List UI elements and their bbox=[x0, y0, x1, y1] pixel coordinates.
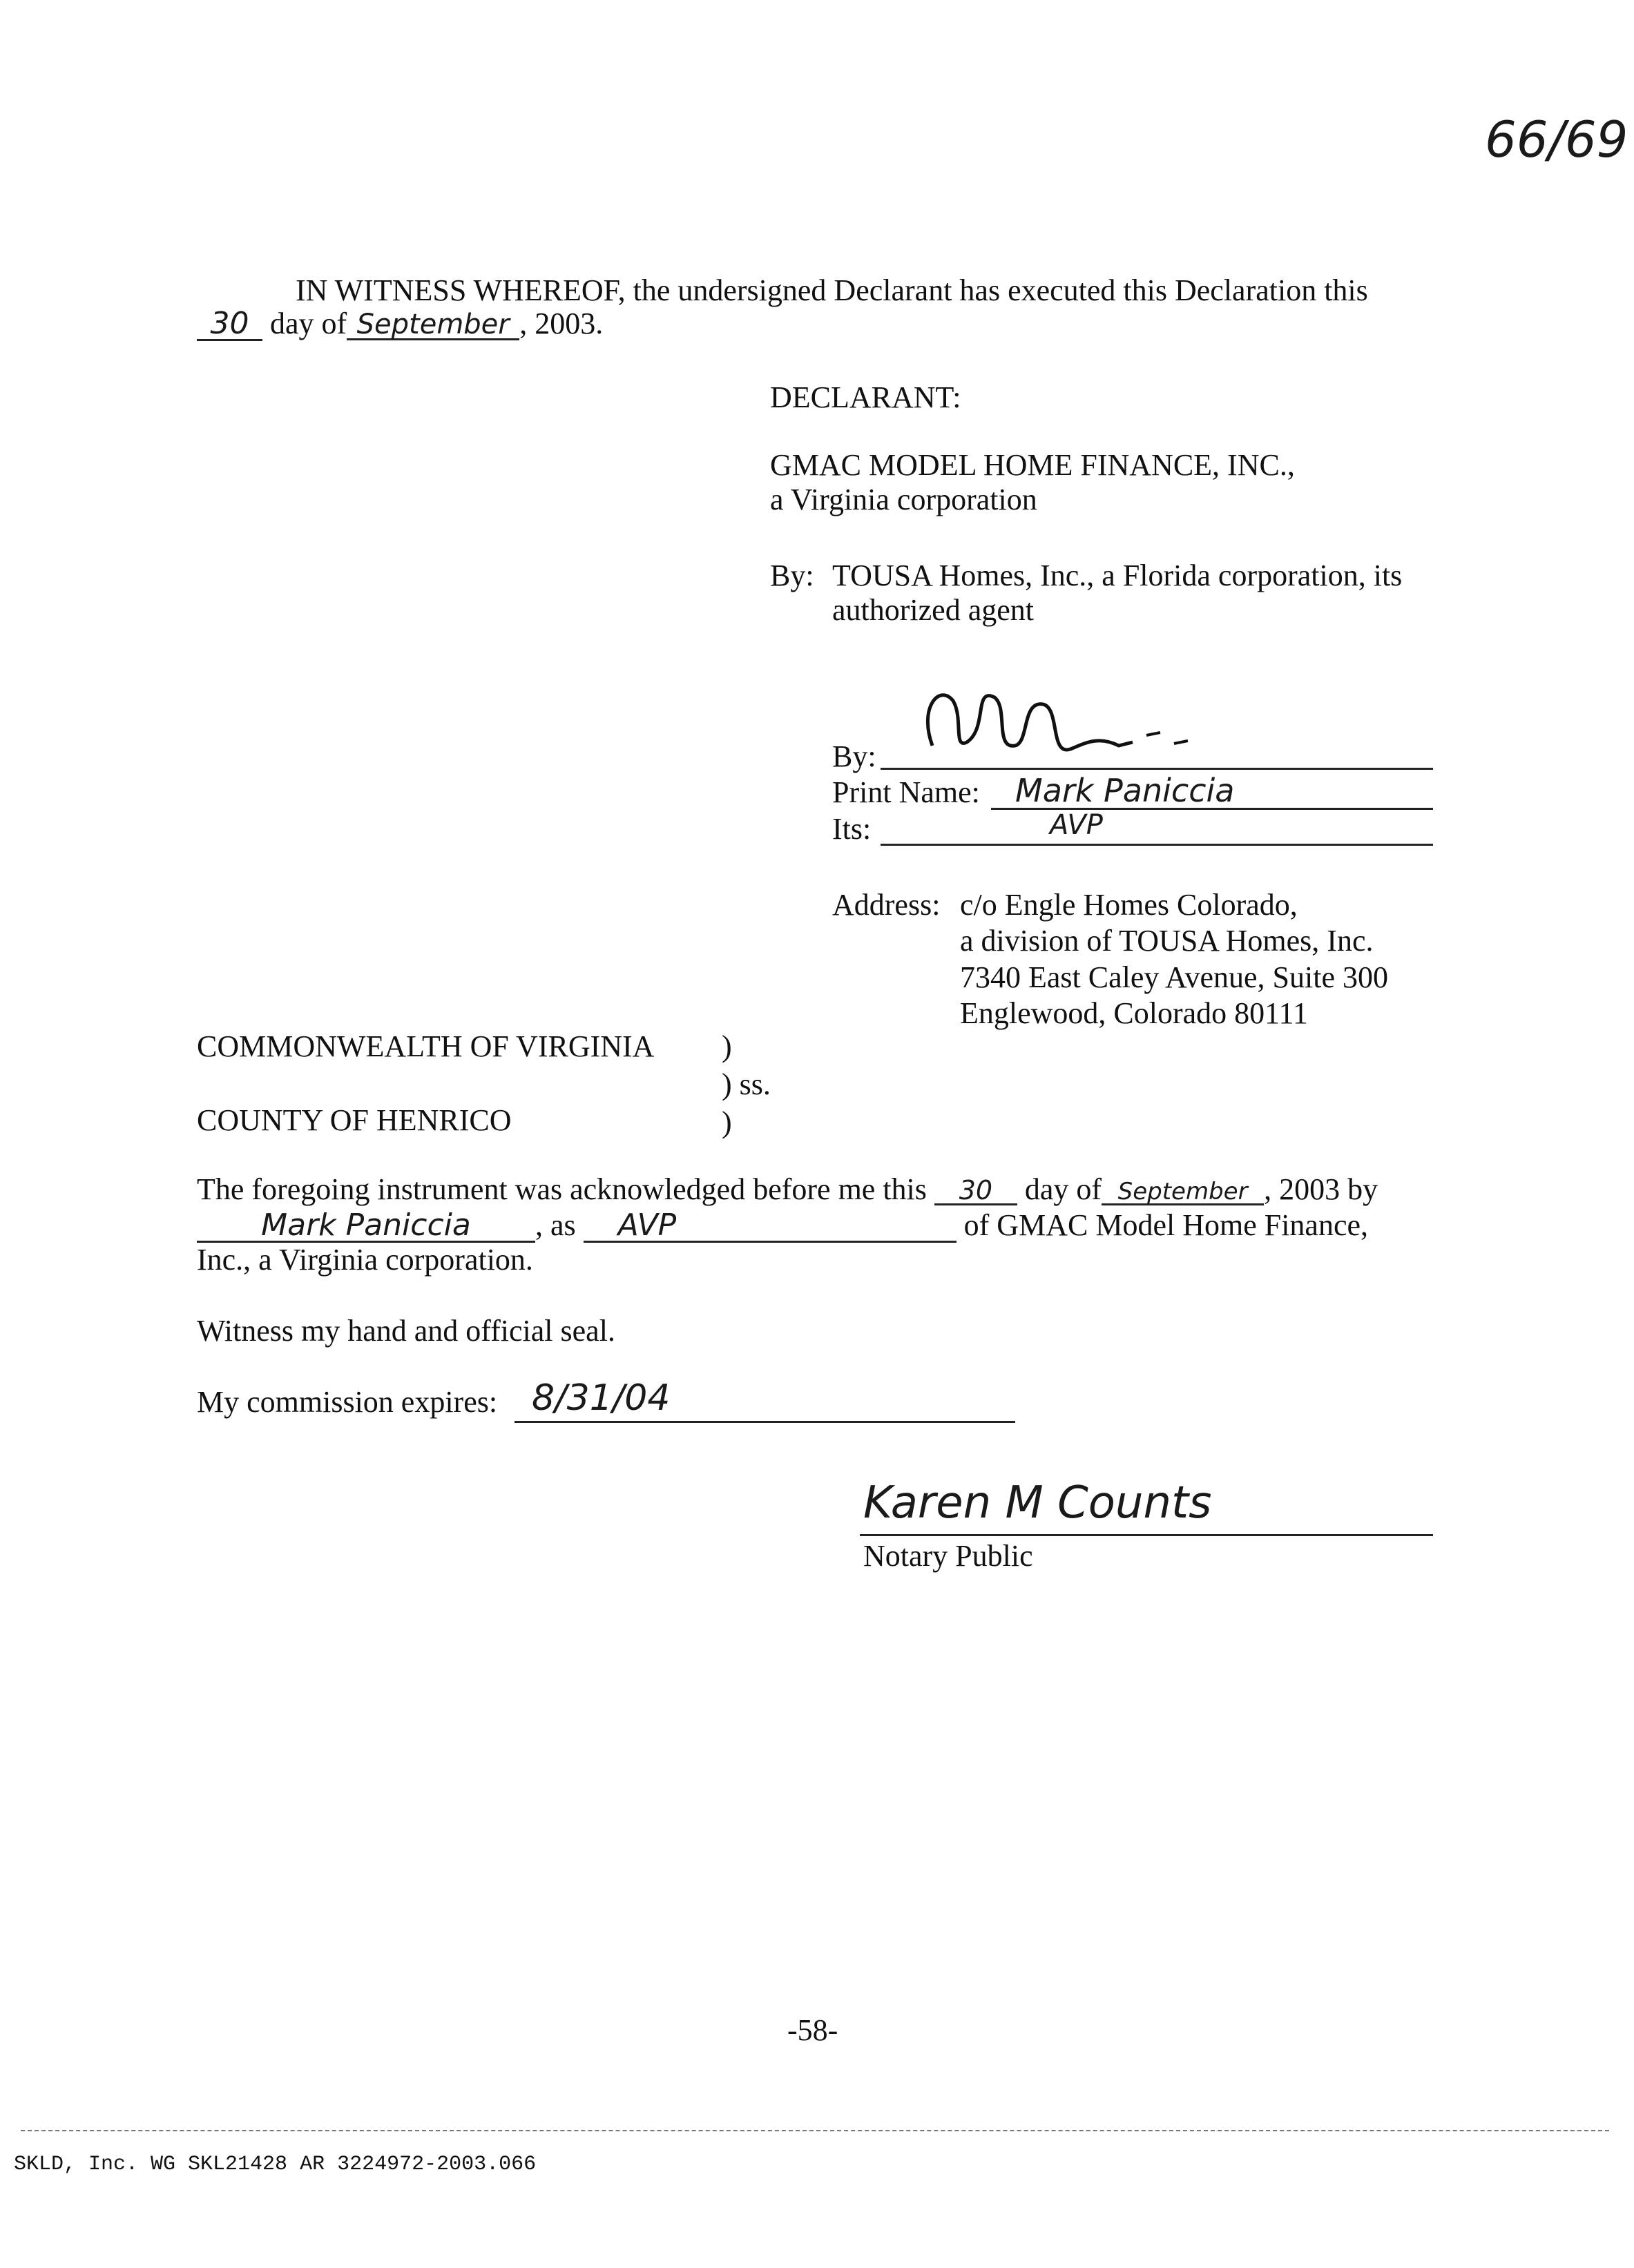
witness-text-2: day of bbox=[270, 307, 347, 340]
ack-as-label: , as bbox=[535, 1208, 576, 1242]
declarant-company-desc: a Virginia corporation bbox=[770, 483, 1037, 516]
scan-divider bbox=[21, 2130, 1609, 2131]
witness-text-1: IN WITNESS WHEREOF, the undersigned Declarant has executed this Declaration this bbox=[296, 273, 1368, 307]
venue-county: COUNTY OF HENRICO bbox=[197, 1103, 512, 1137]
page-number: -58- bbox=[787, 2013, 838, 2047]
print-name-label: Print Name: bbox=[832, 775, 980, 809]
commission-line bbox=[515, 1421, 1015, 1423]
declarant-by-label: By: bbox=[770, 559, 814, 592]
ack-line-3: Inc., a Virginia corporation. bbox=[197, 1243, 533, 1277]
venue-paren-2: ) bbox=[722, 1105, 732, 1139]
declarant-company: GMAC MODEL HOME FINANCE, INC., bbox=[770, 448, 1295, 482]
commission-label: My commission expires: bbox=[197, 1385, 498, 1419]
commission-date: 8/31/04 bbox=[532, 1377, 671, 1419]
notary-signature: Karen M Counts bbox=[863, 1477, 1212, 1529]
notary-signature-line bbox=[860, 1534, 1433, 1536]
page-mark: 66/69 bbox=[1485, 110, 1628, 168]
venue-ss: ) ss. bbox=[722, 1067, 771, 1101]
address-line-4: Englewood, Colorado 80111 bbox=[960, 996, 1308, 1030]
declarant-heading: DECLARANT: bbox=[770, 380, 961, 414]
ack-line-1 bbox=[197, 1172, 1378, 1208]
address-line-2: a division of TOUSA Homes, Inc. bbox=[960, 924, 1374, 958]
signature-by-label: By: bbox=[832, 739, 876, 773]
ack-line-2 bbox=[197, 1208, 1368, 1244]
venue-state: COMMONWEALTH OF VIRGINIA bbox=[197, 1029, 655, 1063]
footer-text: SKLD, Inc. WG SKL21428 AR 3224972-2003.066 bbox=[14, 2153, 537, 2176]
its-line bbox=[881, 844, 1433, 846]
ack-text-4: of GMAC Model Home Finance, bbox=[963, 1208, 1369, 1242]
ack-name-field: Mark Paniccia bbox=[197, 1210, 535, 1243]
ack-text-3: , 2003 by bbox=[1264, 1172, 1378, 1206]
witness-line-2 bbox=[197, 306, 603, 342]
witness-text-3: , 2003. bbox=[519, 307, 604, 340]
its-value: AVP bbox=[1050, 809, 1103, 841]
declarant-agent-line-2: authorized agent bbox=[832, 593, 1034, 627]
ack-title-field: AVP bbox=[584, 1210, 957, 1243]
signature-scribble-icon bbox=[912, 680, 1202, 770]
notary-label: Notary Public bbox=[863, 1539, 1033, 1573]
witness-day-field: 30 bbox=[197, 309, 262, 341]
ack-text-1: The foregoing instrument was acknowledged before me this bbox=[197, 1172, 927, 1206]
declarant-agent-line-1: TOUSA Homes, Inc., a Florida corporation, its bbox=[832, 559, 1403, 592]
address-line-1: c/o Engle Homes Colorado, bbox=[960, 888, 1298, 922]
ack-text-2: day of bbox=[1024, 1172, 1102, 1206]
ack-month-field: September bbox=[1102, 1180, 1264, 1205]
witness-seal: Witness my hand and official seal. bbox=[197, 1314, 615, 1348]
address-line-3: 7340 East Caley Avenue, Suite 300 bbox=[960, 960, 1388, 994]
ack-day-field: 30 bbox=[934, 1177, 1017, 1205]
its-label: Its: bbox=[832, 812, 872, 846]
venue-paren-1: ) bbox=[722, 1029, 732, 1063]
witness-line-1 bbox=[296, 273, 1368, 309]
witness-month-field: September bbox=[347, 311, 519, 340]
address-label: Address: bbox=[832, 888, 941, 922]
print-name-value: Mark Paniccia bbox=[1015, 772, 1235, 809]
